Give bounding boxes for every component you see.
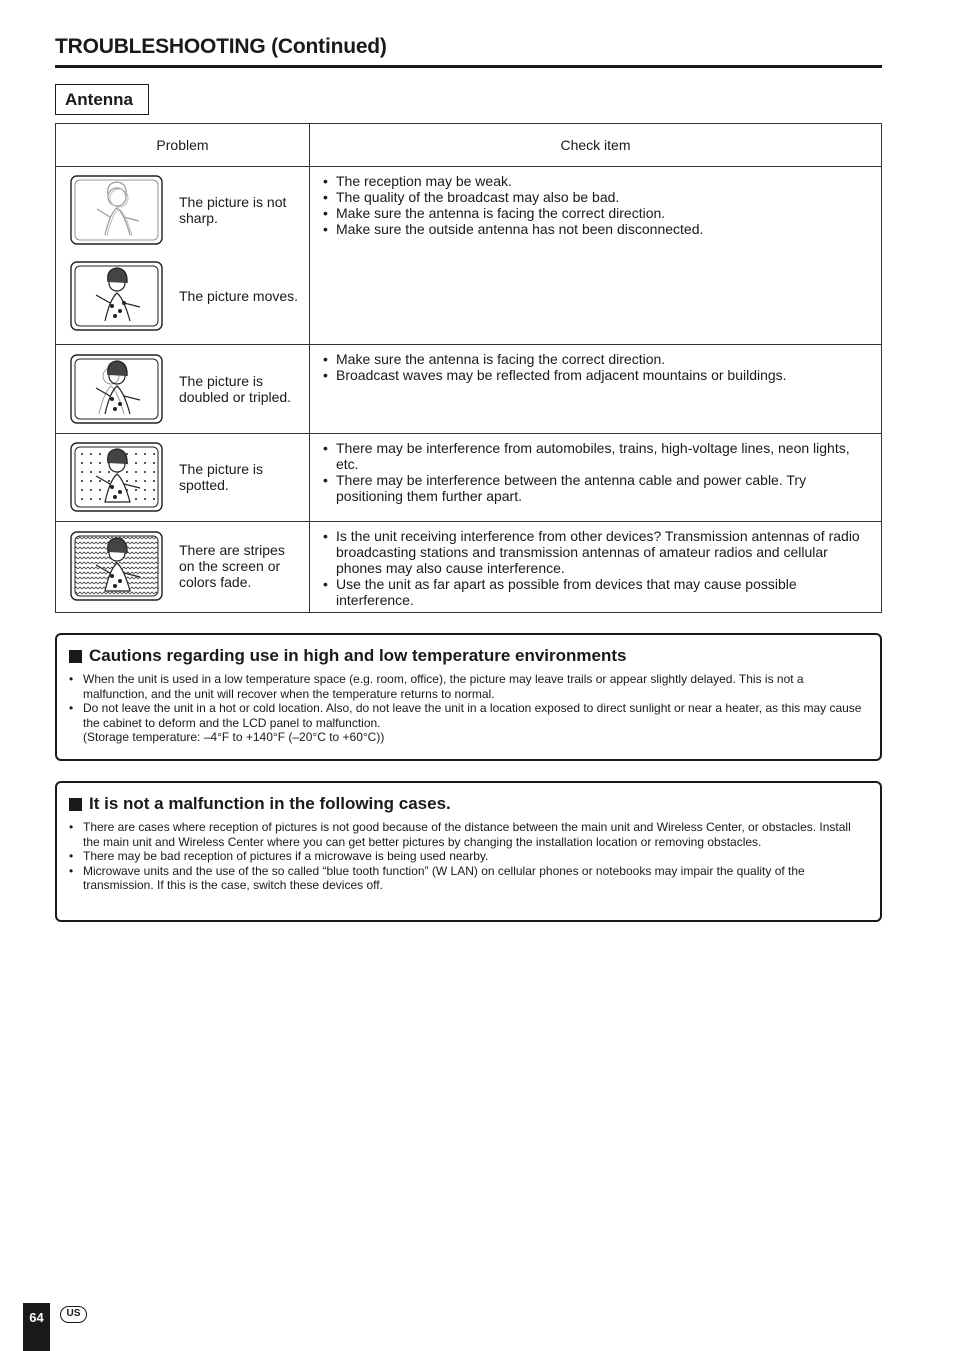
cautions-box xyxy=(55,633,882,761)
tv-moving-picture-icon xyxy=(70,261,163,331)
not-malfunction-title: It is not a malfunction in the following cases. xyxy=(89,794,451,813)
list-item: • There may be interference between the antenna cable and power cable. Try positioning them further apart. xyxy=(322,472,871,504)
section-label-antenna: Antenna xyxy=(55,84,149,115)
column-header-problem: Problem xyxy=(56,124,310,167)
column-header-check-item: Check item xyxy=(310,124,882,167)
list-item: • There may be bad reception of pictures if a microwave is being used nearby. xyxy=(69,849,866,864)
caution-text: Do not leave the unit in a hot or cold location. Also, do not leave the unit in a location exposed to direct sunlight or near a heater, as this may cause the cabinet to deform and the LCD panel to malfunction. xyxy=(83,701,862,730)
page-number: 64 xyxy=(23,1303,50,1351)
list-item: • Is the unit receiving interference from other devices? Transmission antennas of radio broadcasting stations and transmission antennas of amateur radios and cellular phones may also cause interference. xyxy=(322,528,871,576)
cautions-title: Cautions regarding use in high and low temperature environments xyxy=(89,646,627,665)
troubleshooting-table xyxy=(55,123,882,613)
table-row xyxy=(56,522,882,613)
tv-ghosting-picture-icon xyxy=(70,354,163,424)
not-malfunction-box xyxy=(55,781,882,922)
problem-item xyxy=(56,354,309,424)
table-row xyxy=(56,167,882,345)
table-row xyxy=(56,345,882,434)
problem-text: The picture is not sharp. xyxy=(179,194,287,226)
storage-temperature-note: (Storage temperature: –4°F to +140°F (–20°C to +60°C)) xyxy=(83,730,385,745)
list-item: • Make sure the antenna is facing the correct direction. xyxy=(322,205,871,221)
problem-text: The picture is spotted. xyxy=(179,461,264,493)
problem-item xyxy=(56,175,309,245)
problem-cell xyxy=(56,434,310,522)
problem-item xyxy=(56,261,309,331)
tv-striped-picture-icon xyxy=(70,531,163,601)
list-item: • When the unit is used in a low temperature space (e.g. room, office), the picture may leave trails or appear slightly delayed. This is not a malfunction, and the unit will recover when the temperature returns to normal. xyxy=(69,672,866,701)
cautions-heading xyxy=(69,645,866,667)
list-item xyxy=(69,701,866,745)
region-badge: US xyxy=(60,1306,87,1323)
list-item: • The quality of the broadcast may also be bad. xyxy=(322,189,871,205)
list-item: • Make sure the outside antenna has not been disconnected. xyxy=(322,221,871,237)
square-bullet-icon xyxy=(69,650,82,663)
check-cell xyxy=(310,345,882,434)
list-item: • Make sure the antenna is facing the correct direction. xyxy=(322,351,871,367)
tv-spotted-picture-icon xyxy=(70,442,163,512)
problem-text: The picture moves. xyxy=(179,288,299,304)
problem-cell xyxy=(56,345,310,434)
problem-text: There are stripes on the screen or colors fade. xyxy=(179,542,285,590)
check-cell xyxy=(310,167,882,345)
tv-blurry-picture-icon xyxy=(70,175,163,245)
not-malfunction-heading xyxy=(69,793,866,815)
list-item: • The reception may be weak. xyxy=(322,173,871,189)
table-row xyxy=(56,434,882,522)
list-item: • Broadcast waves may be reflected from adjacent mountains or buildings. xyxy=(322,367,871,383)
square-bullet-icon xyxy=(69,798,82,811)
page-title: TROUBLESHOOTING (Continued) xyxy=(55,33,882,68)
problem-item xyxy=(56,531,309,601)
problem-text: The picture is doubled or tripled. xyxy=(179,373,292,405)
list-item: • Use the unit as far apart as possible from devices that may cause possible interference. xyxy=(322,576,871,608)
problem-cell xyxy=(56,167,310,345)
check-cell xyxy=(310,434,882,522)
problem-cell xyxy=(56,522,310,613)
problem-item xyxy=(56,442,309,512)
list-item: • There may be interference from automobiles, trains, high-voltage lines, neon lights, etc. xyxy=(322,440,871,472)
list-item: • Microwave units and the use of the so called “blue tooth function” (W LAN) on cellular phones or notebooks may impair the quality of the transmission. If this is the case, switch these devices off. xyxy=(69,864,866,893)
list-item: • There are cases where reception of pictures is not good because of the distance between the main unit and Wireless Center, or obstacles. Install the main unit and Wireless Center where you can get better pictures by changing the installation location or removing obstacles. xyxy=(69,820,866,849)
check-cell xyxy=(310,522,882,613)
